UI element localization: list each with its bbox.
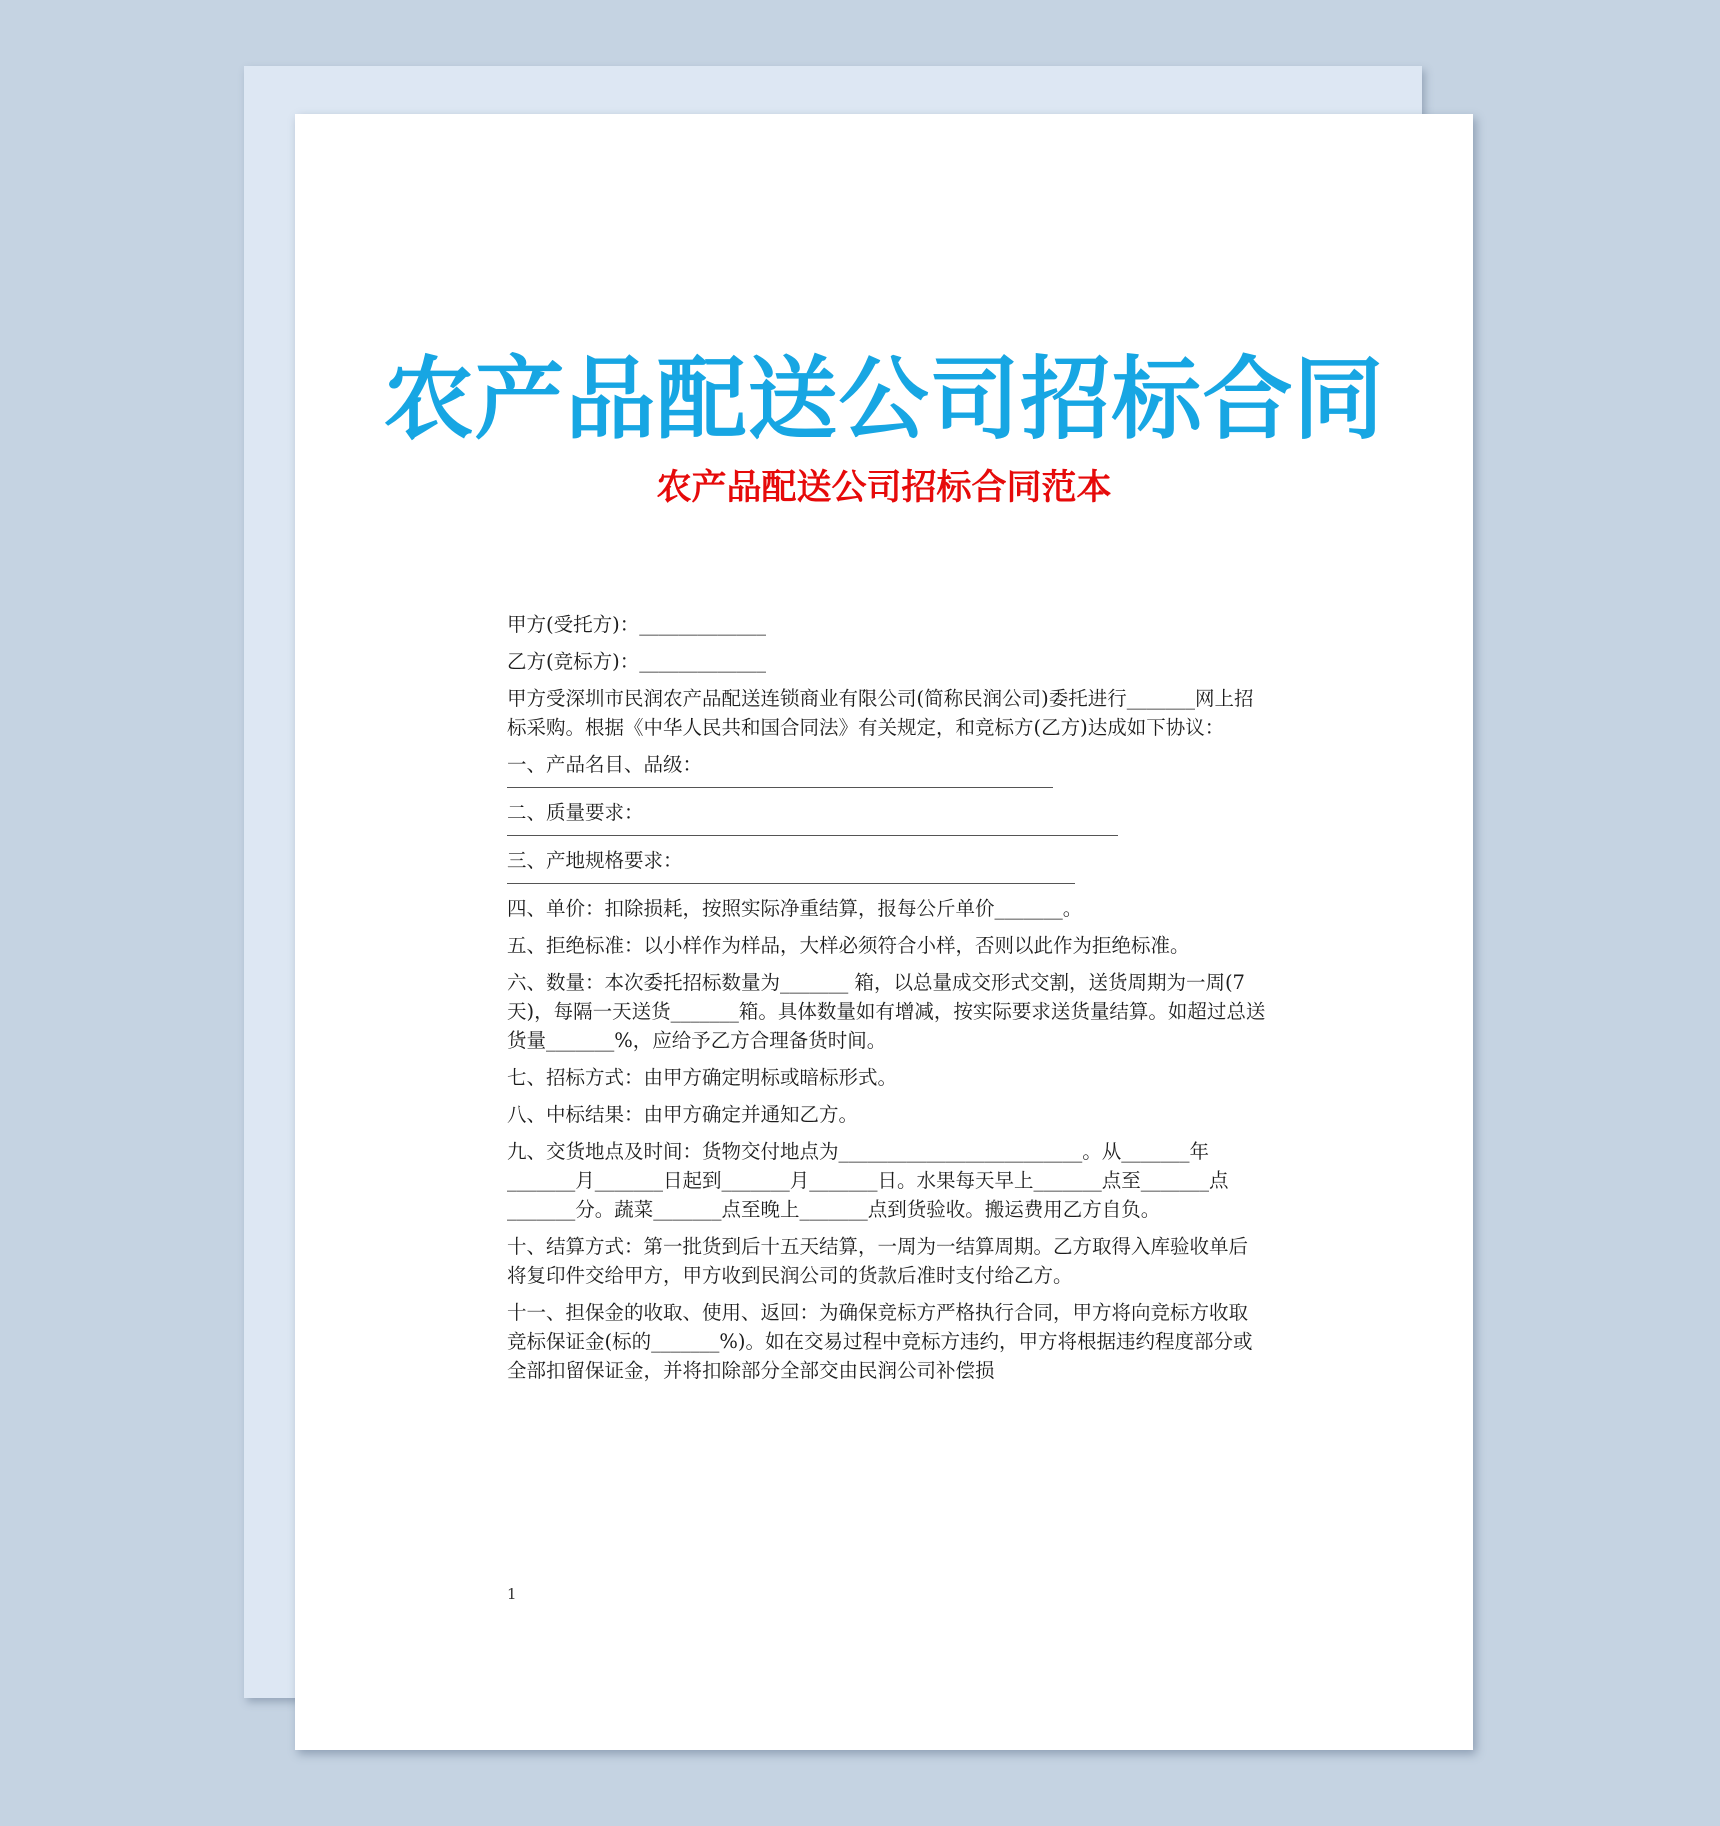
clause-10: 十、结算方式：第一批货到后十五天结算，一周为一结算周期。乙方取得入库验收单后将复印件交给甲方，甲方收到民润公司的货款后准时支付给乙方。 — [507, 1235, 1249, 1287]
clause-7: 七、招标方式：由甲方确定明标或暗标形式。 — [507, 1066, 898, 1089]
clause-5: 五、拒绝标准：以小样作为样品，大样必须符合小样，否则以此作为拒绝标准。 — [507, 934, 1190, 957]
clause-8: 八、中标结果：由甲方确定并通知乙方。 — [507, 1103, 859, 1126]
document-page — [295, 114, 1473, 1750]
fill-in-line — [507, 787, 1267, 788]
document-title: 农产品配送公司招标合同 — [383, 347, 1385, 452]
clause-4: 四、单价：扣除损耗，按照实际净重结算，报每公斤单价_______。 — [507, 897, 1083, 920]
intro-paragraph: 甲方受深圳市民润农产品配送连锁商业有限公司(简称民润公司)委托进行_______网上招标采购。根据《中华人民共和国合同法》有关规定，和竞标方(乙方)达成如下协议： — [507, 687, 1254, 739]
page-number: 1 — [507, 1585, 517, 1603]
clause-1-heading: 一、产品名目、品级： — [507, 753, 703, 776]
document-body — [507, 610, 1267, 1393]
clause-2-heading: 二、质量要求： — [507, 801, 644, 824]
document-subtitle: 农产品配送公司招标合同范本 — [656, 468, 1112, 508]
party-a-line: 甲方(受托方)：_____________ — [507, 613, 766, 636]
fill-in-line — [507, 883, 1267, 884]
party-b-line: 乙方(竞标方)：_____________ — [507, 650, 766, 673]
clause-11: 十一、担保金的收取、使用、返回：为确保竞标方严格执行合同，甲方将向竞标方收取竞标保证金(标的_______%)。如在交易过程中竞标方违约，甲方将根据违约程度部分或全部扣留保证金，并将扣除部分全部交由民润公司补偿损 — [507, 1301, 1253, 1382]
fill-in-line — [507, 835, 1267, 836]
clause-6: 六、数量：本次委托招标数量为_______ 箱，以总量成交形式交割，送货周期为一周(7 天)，每隔一天送货_______箱。具体数量如有增减，按实际要求送货量结算。如超过总送货量_______%，应给予乙方合理备货时间。 — [507, 971, 1266, 1052]
clause-9: 九、交货地点及时间：货物交付地点为_________________________。从_______年_______月_______日起到_______月_______日。水果每天早上_______点至_______点_______分。蔬菜_______点至晚上_______点到货验收。搬运费用乙方自负。 — [507, 1140, 1229, 1221]
clause-3-heading: 三、产地规格要求： — [507, 849, 683, 872]
